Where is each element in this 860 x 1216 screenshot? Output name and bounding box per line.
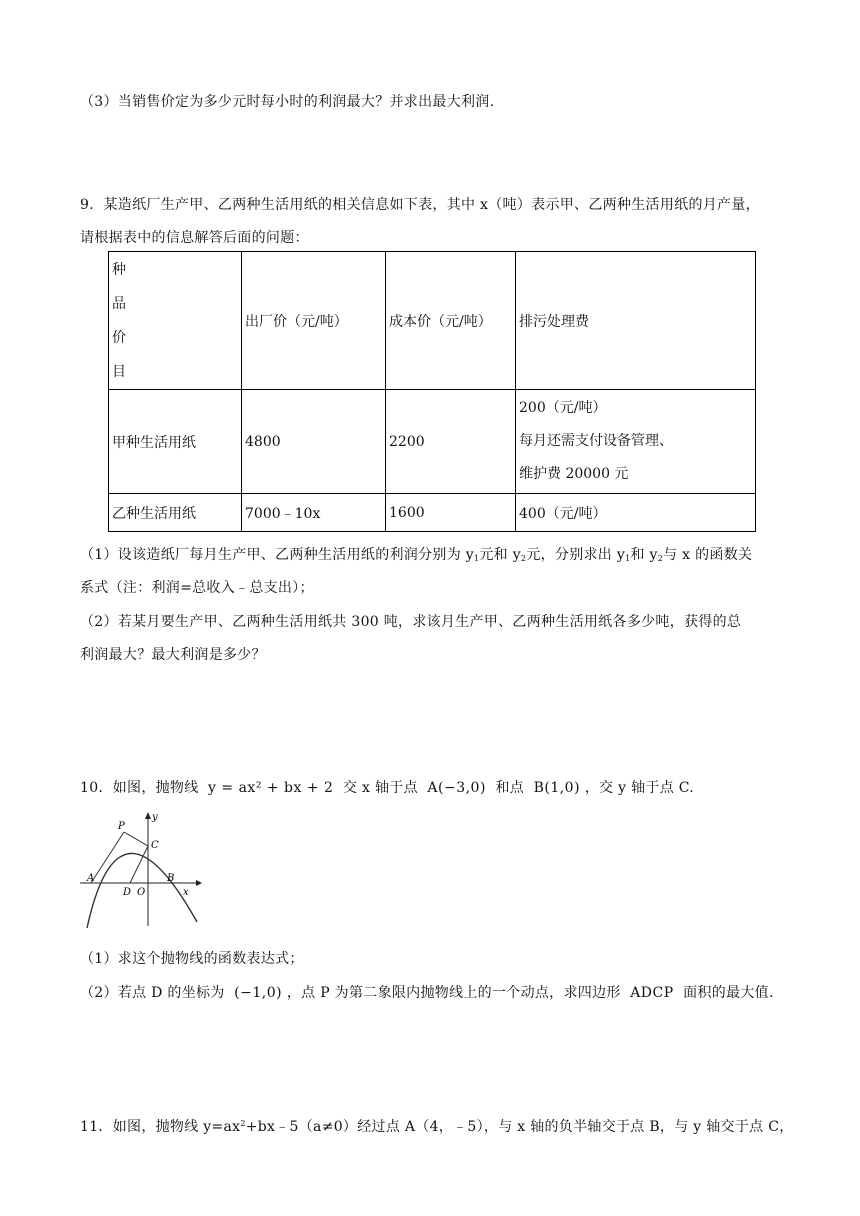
fee-line: 每月还需支付设备管理、 (519, 433, 673, 449)
q10-part1: （1）求这个抛物线的函数表达式； (80, 951, 304, 967)
label-c: C (151, 840, 159, 851)
table-row (109, 390, 756, 494)
x-axis-arrow (196, 880, 202, 886)
q9-info-table (108, 251, 756, 532)
label-b: B (167, 873, 175, 884)
table-row (109, 494, 756, 532)
q8-part3: （3）当销售价定为多少元时每小时的利润最大？并求出最大利润. (80, 94, 495, 110)
label-p: P (118, 821, 125, 832)
row-fee: 400（元/吨） (516, 494, 756, 532)
row-name: 甲种生活用纸 (109, 390, 242, 494)
segment-cd (130, 846, 148, 883)
q9-part2-line1: （2）若某月要生产甲、乙两种生活用纸共 300 吨，求该月生产甲、乙两种生活用纸各多少吨，获得的总 (80, 614, 742, 630)
table-header-row (109, 252, 756, 390)
row-price: 4800 (242, 390, 386, 494)
header-factory-price: 出厂价（元/吨） (242, 252, 386, 390)
y-axis-arrow (145, 812, 151, 819)
label-o: O (137, 887, 146, 898)
row-name: 乙种生活用纸 (109, 494, 242, 532)
label-a: A (87, 873, 95, 884)
q11-intro: 11．如图，抛物线 $y=ax^2+bx﹣5(a\ne 0)$经过点 A（4，﹣5），与 x 轴的负半轴交于点 B，与 y 轴交于点 C， (80, 1119, 794, 1135)
parabola-figure (78, 810, 203, 930)
q9-intro-line2: 请根据表中的信息解答后面的问题： (80, 230, 309, 246)
q9-part2-line2: 利润最大？最大利润是多少？ (80, 647, 266, 663)
header-cost-price: 成本价（元/吨） (386, 252, 516, 390)
segment-pc (124, 832, 148, 846)
q10-part2: （2）若点 D 的坐标为 (−1,0) ，点 P 为第二象限内抛物线上的一个动点，求四边形 ADCP 面积的最大值. (80, 985, 774, 1001)
row-cost: 1600 (386, 494, 516, 532)
row-fee (516, 390, 756, 494)
corner-char: 价 (112, 329, 126, 346)
label-y: y (152, 812, 158, 823)
fee-line: 200（元/吨） (519, 400, 607, 416)
q9-intro-line1: 9．某造纸厂生产甲、乙两种生活用纸的相关信息如下表，其中 x（吨）表示甲、乙两种生活用纸的月产量， (80, 197, 760, 213)
fee-line: 维护费 20000 元 (519, 466, 629, 482)
corner-char: 种 (112, 261, 126, 278)
corner-char: 目 (112, 363, 126, 380)
row-price: 7000﹣10x (242, 494, 386, 532)
header-pollution-fee: 排污处理费 (516, 252, 756, 390)
label-x: x (183, 887, 189, 898)
q9-part1-line1: （1）设该造纸厂每月生产甲、乙两种生活用纸的利润分别为 $y_1$元和 $y_2$元，分别求出 $y_1$和 $y_2$与 x 的函数关 (80, 547, 753, 563)
row-cost: 2200 (386, 390, 516, 494)
q9-part1-line2: 系式（注：利润=总收入﹣总支出）； (80, 580, 314, 596)
table-corner-cell (109, 252, 242, 390)
q10-intro: 10．如图，抛物线 y = ax² + bx + 2 交 x 轴于点 A(−3,0) 和点 B(1,0) ，交 y 轴于点 C. (80, 780, 695, 796)
corner-char: 品 (112, 295, 126, 312)
label-d: D (123, 887, 132, 898)
